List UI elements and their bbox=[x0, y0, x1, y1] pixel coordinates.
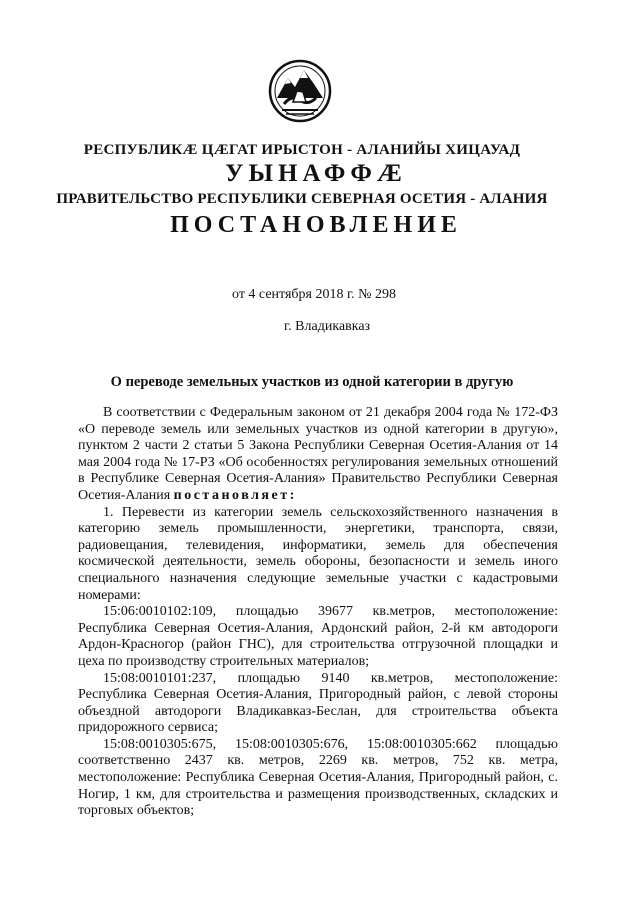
header-government-russian: ПРАВИТЕЛЬСТВО РЕСПУБЛИКИ СЕВЕРНАЯ ОСЕТИЯ - АЛАНИЯ bbox=[56, 191, 548, 207]
header-republic-ossetian: РЕСПУБЛИКӔ ЦӔГАТ ИРЫСТОН - АЛАНИЙЫ ХИЦАУАД bbox=[83, 142, 521, 158]
document-body bbox=[78, 405, 558, 820]
header-decree-russian: ПОСТАНОВЛЕНИЕ bbox=[170, 212, 462, 238]
header-decree-ossetian: УЫНАФФӔ bbox=[225, 160, 407, 187]
parcel-2-paragraph: 15:08:0010101:237, площадью 9140 кв.метров, местоположение: Республика Северная Осетия-Алания, Пригородный район, с левой стороны объездной автодороги Владикавказ-Беслан, для строительства объекта придорожного сервиса; bbox=[78, 670, 558, 736]
item-1-paragraph: 1. Перевести из категории земель сельскохозяйственного назначения в категорию земель промышленности, энергетики, транспорта, связи, радиовещания, телевидения, информатики, земель для обеспечения космической деятельности, земель обороны, безопасности и земель иного специального назначения следующие земельные участки с кадастровыми номерами: bbox=[78, 504, 558, 603]
intro-action: постановляет: bbox=[173, 487, 297, 503]
document-date: от 4 сентября 2018 г. № 298 bbox=[232, 287, 396, 302]
document-title: О переводе земельных участков из одной категории в другую bbox=[110, 374, 514, 390]
parcel-1-paragraph: 15:06:0010102:109, площадью 39677 кв.метров, местоположение: Республика Северная Осетия-Алания, Ардонский район, 2-й км автодороги Ардон-Красногор (район ГНС), для строительства отгрузочной площадки и цеха по производству строительных материалов; bbox=[78, 604, 558, 669]
document-city: г. Владикавказ bbox=[284, 319, 371, 334]
intro-paragraph bbox=[78, 405, 558, 505]
parcel-3-paragraph: 15:08:0010305:675, 15:08:0010305:676, 15:08:0010305:662 площадью соответственно 2437 кв. метров, 2269 кв. метров, 752 кв. метра, местоположение: Республика Северная Осетия-Алания, Пригородный район, с. Ногир, 1 км, для строительства и размещения производственных, складских и торговых объектов; bbox=[78, 736, 558, 819]
intro-text: В соответствии с Федеральным законом от 21 декабря 2004 года № 172-ФЗ «О переводе земель или земельных участков из одной категории в другую», пунктом 2 части 2 статьи 5 Закона Республики Северная Осетия-Алания от 14 мая 2004 года № 17-РЗ «Об особенностях регулирования земельных отношений в Республике Северная Осетия-Алания» Правительство Республики Северная Осетия-Алания bbox=[78, 405, 558, 503]
coat-of-arms-emblem bbox=[268, 58, 332, 124]
